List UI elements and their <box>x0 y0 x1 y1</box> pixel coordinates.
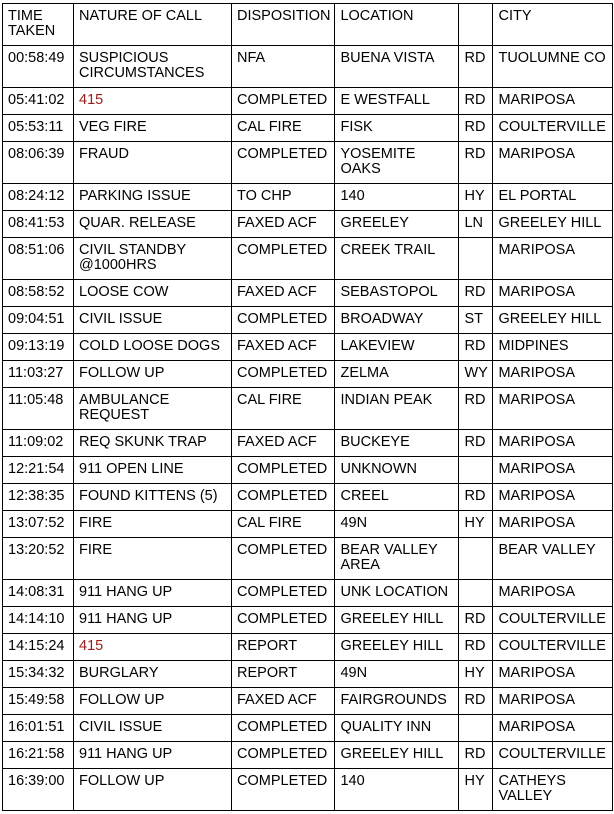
cell-location-type: RD <box>459 334 493 361</box>
cell-time: 11:03:27 <box>3 361 74 388</box>
header-city: CITY <box>493 4 613 46</box>
cell-time: 08:41:53 <box>3 211 74 238</box>
cell-location-type: HY <box>459 661 493 688</box>
cell-nature-of-call: CIVIL ISSUE <box>74 307 232 334</box>
cell-disposition: COMPLETED <box>232 580 335 607</box>
cell-location: LAKEVIEW <box>335 334 459 361</box>
cell-disposition: COMPLETED <box>232 484 335 511</box>
cell-location-type: HY <box>459 511 493 538</box>
cell-location-type: RD <box>459 607 493 634</box>
cell-disposition: COMPLETED <box>232 88 335 115</box>
table-row <box>3 580 613 607</box>
table-row <box>3 211 613 238</box>
table-row <box>3 484 613 511</box>
cell-time: 08:06:39 <box>3 142 74 184</box>
cell-city: MARIPOSA <box>493 280 613 307</box>
cell-disposition: COMPLETED <box>232 361 335 388</box>
cell-disposition: COMPLETED <box>232 307 335 334</box>
cell-time: 16:01:51 <box>3 715 74 742</box>
cell-nature-of-call: LOOSE COW <box>74 280 232 307</box>
cell-disposition: REPORT <box>232 661 335 688</box>
table-row <box>3 280 613 307</box>
cell-time: 11:09:02 <box>3 430 74 457</box>
cell-city: MARIPOSA <box>493 457 613 484</box>
cell-location-type: RD <box>459 46 493 88</box>
cell-city: TUOLUMNE CO <box>493 46 613 88</box>
cell-location-type: RD <box>459 484 493 511</box>
cell-location: FAIRGROUNDS <box>335 688 459 715</box>
table-row <box>3 334 613 361</box>
cell-time: 08:24:12 <box>3 184 74 211</box>
cell-location: E WESTFALL <box>335 88 459 115</box>
cell-time: 15:49:58 <box>3 688 74 715</box>
cell-nature-of-call: FOLLOW UP <box>74 769 232 811</box>
cell-nature-of-call: AMBULANCE REQUEST <box>74 388 232 430</box>
cell-location-type <box>459 580 493 607</box>
table-row <box>3 457 613 484</box>
cell-time: 00:58:49 <box>3 46 74 88</box>
cell-location: UNK LOCATION <box>335 580 459 607</box>
header-location-type <box>459 4 493 46</box>
table-row <box>3 661 613 688</box>
cell-time: 14:15:24 <box>3 634 74 661</box>
cell-location: BEAR VALLEY AREA <box>335 538 459 580</box>
cell-location-type: RD <box>459 88 493 115</box>
cell-location-type: RD <box>459 430 493 457</box>
cell-location: CREEL <box>335 484 459 511</box>
cell-city: COULTERVILLE <box>493 634 613 661</box>
cell-city: GREELEY HILL <box>493 211 613 238</box>
cell-nature-of-call: FOLLOW UP <box>74 361 232 388</box>
cell-nature-of-call: FIRE <box>74 511 232 538</box>
table-row <box>3 184 613 211</box>
cell-city: GREELEY HILL <box>493 307 613 334</box>
cell-location-type: RD <box>459 142 493 184</box>
cell-nature-of-call: SUSPICIOUS CIRCUMSTANCES <box>74 46 232 88</box>
cell-time: 05:53:11 <box>3 115 74 142</box>
cell-disposition: CAL FIRE <box>232 511 335 538</box>
cell-nature-of-call: REQ SKUNK TRAP <box>74 430 232 457</box>
cell-nature-of-call: 415 <box>74 634 232 661</box>
cell-city: MARIPOSA <box>493 142 613 184</box>
table-row <box>3 115 613 142</box>
cell-city: EL PORTAL <box>493 184 613 211</box>
cell-location-type: RD <box>459 634 493 661</box>
cell-disposition: COMPLETED <box>232 769 335 811</box>
table-row <box>3 142 613 184</box>
cell-time: 09:13:19 <box>3 334 74 361</box>
cell-city: MARIPOSA <box>493 238 613 280</box>
cell-location: INDIAN PEAK <box>335 388 459 430</box>
cell-time: 13:07:52 <box>3 511 74 538</box>
cell-disposition: COMPLETED <box>232 538 335 580</box>
cell-nature-of-call: CIVIL STANDBY @1000HRS <box>74 238 232 280</box>
cell-disposition: COMPLETED <box>232 715 335 742</box>
cell-city: COULTERVILLE <box>493 742 613 769</box>
cell-nature-of-call: COLD LOOSE DOGS <box>74 334 232 361</box>
cell-nature-of-call: FRAUD <box>74 142 232 184</box>
cell-location: BROADWAY <box>335 307 459 334</box>
cell-city: MARIPOSA <box>493 484 613 511</box>
header-time-taken: TIME TAKEN <box>3 4 74 46</box>
cell-city: MARIPOSA <box>493 361 613 388</box>
table-row <box>3 742 613 769</box>
cell-location-type <box>459 715 493 742</box>
cell-disposition: FAXED ACF <box>232 334 335 361</box>
table-row <box>3 46 613 88</box>
table-row <box>3 769 613 811</box>
cell-city: MARIPOSA <box>493 511 613 538</box>
table-row <box>3 511 613 538</box>
cell-location: 140 <box>335 184 459 211</box>
table-row <box>3 607 613 634</box>
cell-disposition: FAXED ACF <box>232 280 335 307</box>
cell-time: 12:38:35 <box>3 484 74 511</box>
cell-disposition: REPORT <box>232 634 335 661</box>
cell-nature-of-call: VEG FIRE <box>74 115 232 142</box>
cell-location: QUALITY INN <box>335 715 459 742</box>
table-row <box>3 715 613 742</box>
cell-location-type: LN <box>459 211 493 238</box>
cell-disposition: CAL FIRE <box>232 388 335 430</box>
call-log-table <box>2 3 613 811</box>
cell-location-type: HY <box>459 769 493 811</box>
cell-city: COULTERVILLE <box>493 607 613 634</box>
table-row <box>3 388 613 430</box>
cell-time: 08:58:52 <box>3 280 74 307</box>
cell-time: 15:34:32 <box>3 661 74 688</box>
cell-nature-of-call: CIVIL ISSUE <box>74 715 232 742</box>
cell-location: SEBASTOPOL <box>335 280 459 307</box>
cell-location: UNKNOWN <box>335 457 459 484</box>
cell-time: 14:08:31 <box>3 580 74 607</box>
header-location: LOCATION <box>335 4 459 46</box>
cell-time: 11:05:48 <box>3 388 74 430</box>
cell-location-type: HY <box>459 184 493 211</box>
cell-nature-of-call: FOLLOW UP <box>74 688 232 715</box>
cell-location: FISK <box>335 115 459 142</box>
cell-nature-of-call: 911 OPEN LINE <box>74 457 232 484</box>
table-row <box>3 538 613 580</box>
table-row <box>3 307 613 334</box>
cell-disposition: TO CHP <box>232 184 335 211</box>
table-row <box>3 688 613 715</box>
cell-disposition: COMPLETED <box>232 607 335 634</box>
cell-disposition: NFA <box>232 46 335 88</box>
cell-time: 14:14:10 <box>3 607 74 634</box>
cell-city: MARIPOSA <box>493 661 613 688</box>
cell-nature-of-call: 911 HANG UP <box>74 742 232 769</box>
cell-location: BUENA VISTA <box>335 46 459 88</box>
cell-nature-of-call: FOUND KITTENS (5) <box>74 484 232 511</box>
cell-location-type: WY <box>459 361 493 388</box>
cell-location: 49N <box>335 661 459 688</box>
cell-disposition: COMPLETED <box>232 742 335 769</box>
cell-city: CATHEYS VALLEY <box>493 769 613 811</box>
cell-time: 13:20:52 <box>3 538 74 580</box>
cell-location-type: RD <box>459 280 493 307</box>
cell-disposition: FAXED ACF <box>232 211 335 238</box>
cell-location-type: RD <box>459 742 493 769</box>
cell-city: MARIPOSA <box>493 388 613 430</box>
cell-city: COULTERVILLE <box>493 115 613 142</box>
table-row <box>3 430 613 457</box>
cell-location-type <box>459 238 493 280</box>
header-disposition: DISPOSITION <box>232 4 335 46</box>
cell-nature-of-call: 911 HANG UP <box>74 607 232 634</box>
table-row <box>3 634 613 661</box>
cell-nature-of-call: 911 HANG UP <box>74 580 232 607</box>
cell-location: GREELEY HILL <box>335 607 459 634</box>
cell-disposition: FAXED ACF <box>232 688 335 715</box>
header-row <box>3 4 613 46</box>
table-row <box>3 361 613 388</box>
cell-location: CREEK TRAIL <box>335 238 459 280</box>
cell-location: ZELMA <box>335 361 459 388</box>
cell-location-type <box>459 457 493 484</box>
header-nature-of-call: NATURE OF CALL <box>74 4 232 46</box>
table-row <box>3 238 613 280</box>
cell-nature-of-call: BURGLARY <box>74 661 232 688</box>
cell-location: GREELEY HILL <box>335 634 459 661</box>
cell-time: 16:39:00 <box>3 769 74 811</box>
cell-location-type: ST <box>459 307 493 334</box>
cell-time: 09:04:51 <box>3 307 74 334</box>
cell-city: MIDPINES <box>493 334 613 361</box>
cell-location-type <box>459 538 493 580</box>
cell-disposition: COMPLETED <box>232 457 335 484</box>
cell-location: GREELEY <box>335 211 459 238</box>
cell-time: 12:21:54 <box>3 457 74 484</box>
cell-time: 08:51:06 <box>3 238 74 280</box>
cell-disposition: CAL FIRE <box>232 115 335 142</box>
cell-time: 05:41:02 <box>3 88 74 115</box>
cell-location-type: RD <box>459 115 493 142</box>
cell-disposition: COMPLETED <box>232 142 335 184</box>
cell-nature-of-call: QUAR. RELEASE <box>74 211 232 238</box>
cell-nature-of-call: PARKING ISSUE <box>74 184 232 211</box>
table-row <box>3 88 613 115</box>
table-body <box>3 46 613 811</box>
cell-location: 49N <box>335 511 459 538</box>
cell-city: MARIPOSA <box>493 688 613 715</box>
cell-location: YOSEMITE OAKS <box>335 142 459 184</box>
cell-location: 140 <box>335 769 459 811</box>
cell-time: 16:21:58 <box>3 742 74 769</box>
cell-city: BEAR VALLEY <box>493 538 613 580</box>
cell-nature-of-call: FIRE <box>74 538 232 580</box>
cell-city: MARIPOSA <box>493 580 613 607</box>
cell-location-type: RD <box>459 688 493 715</box>
cell-location: GREELEY HILL <box>335 742 459 769</box>
cell-nature-of-call: 415 <box>74 88 232 115</box>
cell-location-type: RD <box>459 388 493 430</box>
cell-city: MARIPOSA <box>493 88 613 115</box>
cell-city: MARIPOSA <box>493 715 613 742</box>
cell-disposition: COMPLETED <box>232 238 335 280</box>
cell-disposition: FAXED ACF <box>232 430 335 457</box>
cell-location: BUCKEYE <box>335 430 459 457</box>
cell-city: MARIPOSA <box>493 430 613 457</box>
